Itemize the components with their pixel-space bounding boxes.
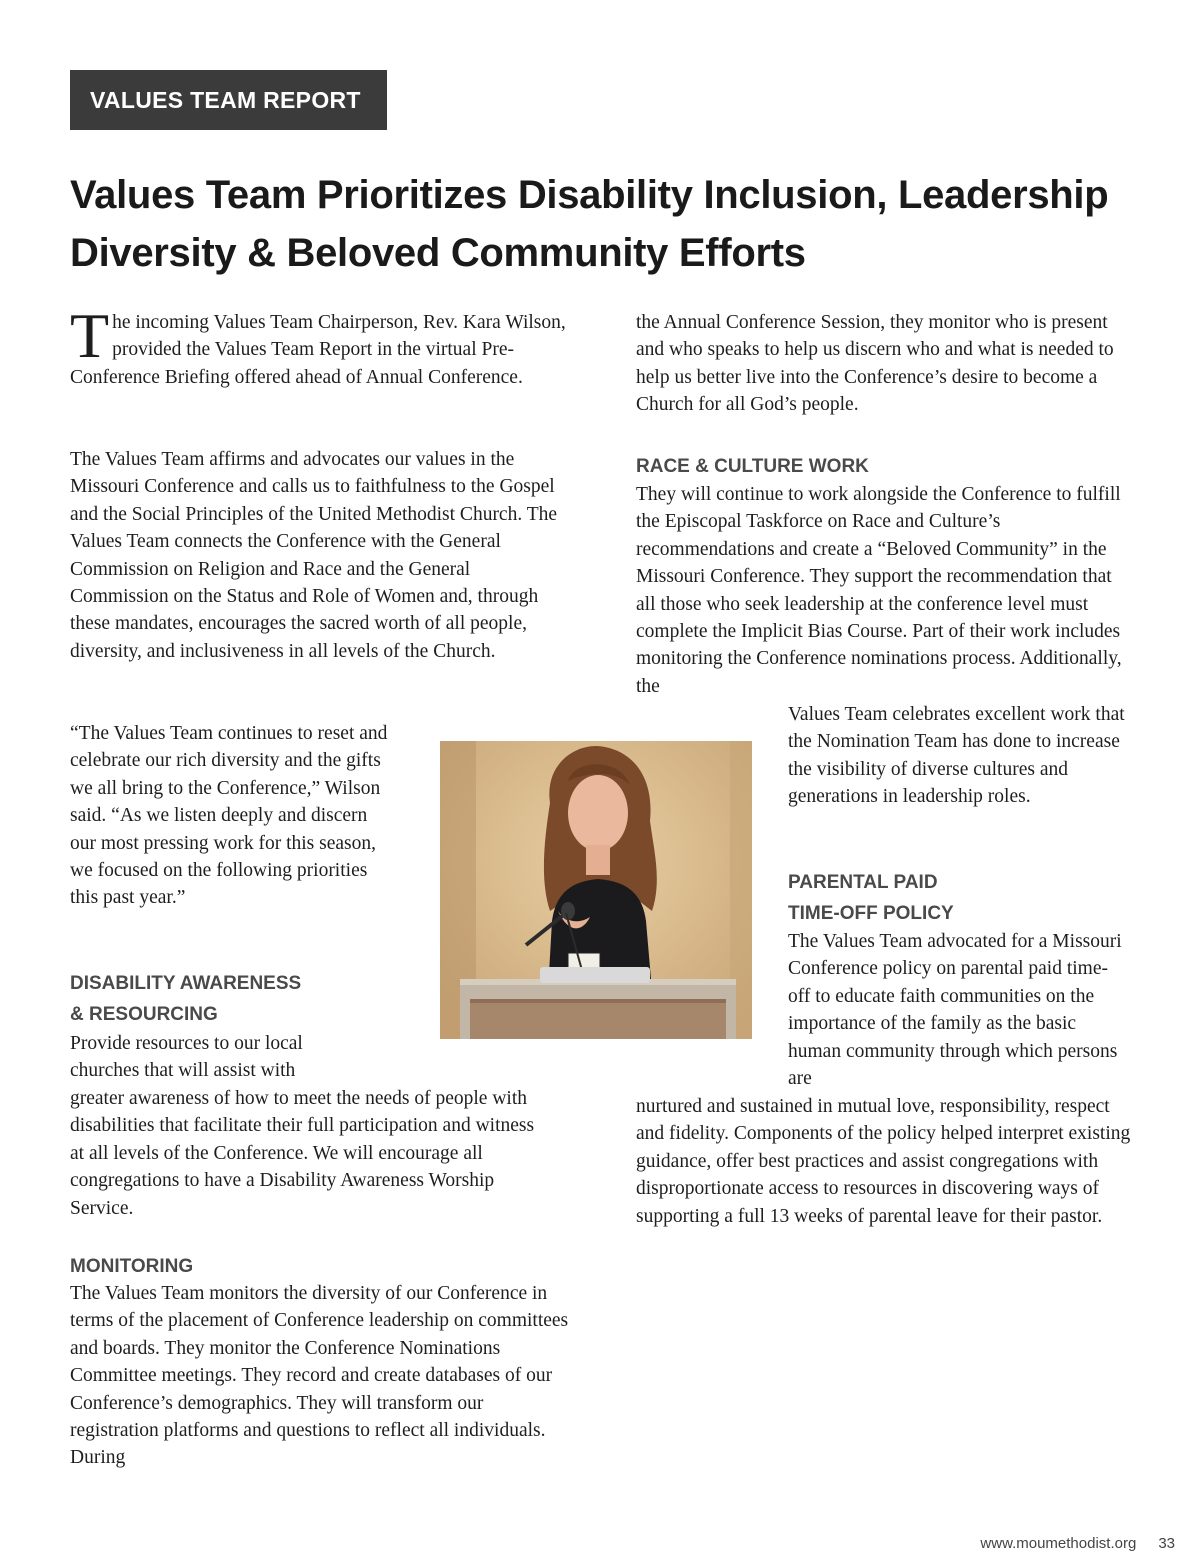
monitoring-text-continued: the Annual Conference Session, they monitor who is present and who speaks to help us discern who and what is needed to help us better live into the Conference’s desire to become a Church for all God’s people. [636, 312, 1114, 416]
parental-heading [788, 867, 1108, 929]
section-tag: VALUES TEAM REPORT [70, 70, 387, 130]
speaker-photo [440, 741, 752, 1039]
intro-paragraph [70, 300, 570, 391]
page-number: 33 [1158, 1535, 1175, 1552]
page-footer [980, 1535, 1175, 1552]
wilson-quote-paragraph: “The Values Team continues to reset and celebrate our rich diversity and the gifts we all bring to the Conference,” Wilson said. “As we listen deeply and discern our most pressing work for this season, we focused on the following priorities this past year.” [70, 723, 388, 909]
monitoring-heading: MONITORING [70, 1256, 194, 1277]
page-title [70, 166, 1140, 282]
race-culture-heading: RACE & CULTURE WORK [636, 456, 869, 477]
drop-cap: T [70, 300, 110, 371]
disability-text-narrow: Provide resources to our local churches that will assist with [70, 1033, 303, 1082]
monitoring-text: The Values Team monitors the diversity of our Conference in terms of the placement of Conference leadership on committees and boards. They monitor the Conference Nominations Committee meetings. They record and create databases of our Conference’s demographics. They will transform our registration platforms and questions to reflect all individuals. During [70, 1283, 569, 1469]
page-title-line-1: Values Team Prioritizes Disability Inclusion, Leadership [70, 173, 1109, 217]
race-culture-text-narrow: Values Team celebrates excellent work that the Nomination Team has done to increase the visibility of diverse cultures and generations in leadership roles. [788, 704, 1125, 808]
disability-heading-line-1: DISABILITY AWARENESS [70, 973, 302, 994]
disability-heading-line-2: & RESOURCING [70, 1004, 218, 1025]
parental-text: nurtured and sustained in mutual love, responsibility, respect and fidelity. Components of the policy helped interpret existing guidance, offer best practices and assist congregations with disproportionate access to resources in discovering ways of supporting a full 13 weeks of parental leave for their pastor. [636, 1096, 1131, 1227]
race-culture-text: They will continue to work alongside the Conference to fulfill the Episcopal Taskforce on Race and Culture’s recommendations and create a “Beloved Community” in the Missouri Conference. They support the recommendation that all those who seek leadership at the conference level must complete the Implicit Bias Course. Part of their work includes monitoring the Conference nominations process. Additionally, the [636, 484, 1122, 697]
footer-url[interactable]: www.moumethodist.org [980, 1535, 1137, 1552]
parental-heading-line-1: PARENTAL PAID [788, 872, 938, 893]
values-team-affirms-paragraph: The Values Team affirms and advocates our values in the Missouri Conference and calls us to faithfulness to the Gospel and the Social Principles of the United Methodist Church. The Values Team connects the Conference with the General Commission on Religion and Race and the General Commission on the Status and Role of Women and, through these mandates, encourages the sacred worth of all people, diversity, and inclusiveness in all levels of the Church. [70, 449, 558, 662]
page-title-line-2: Diversity & Beloved Community Efforts [70, 231, 806, 275]
parental-text-narrow: The Values Team advocated for a Missouri Conference policy on parental paid time-off to educate faith communities on the importance of the family as the basic human community through which persons are [788, 931, 1122, 1090]
disability-heading [70, 968, 410, 1030]
disability-text: greater awareness of how to meet the needs of people with disabilities that facilitate their full participation and witness at all levels of the Conference. We will encourage all congregations to have a Disability Awareness Worship Service. [70, 1088, 535, 1219]
parental-heading-line-2: TIME-OFF POLICY [788, 903, 954, 924]
intro-text: he incoming Values Team Chairperson, Rev. Kara Wilson, provided the Values Team Report in the virtual Pre-Conference Briefing offered ahead of Annual Conference. [70, 312, 566, 388]
